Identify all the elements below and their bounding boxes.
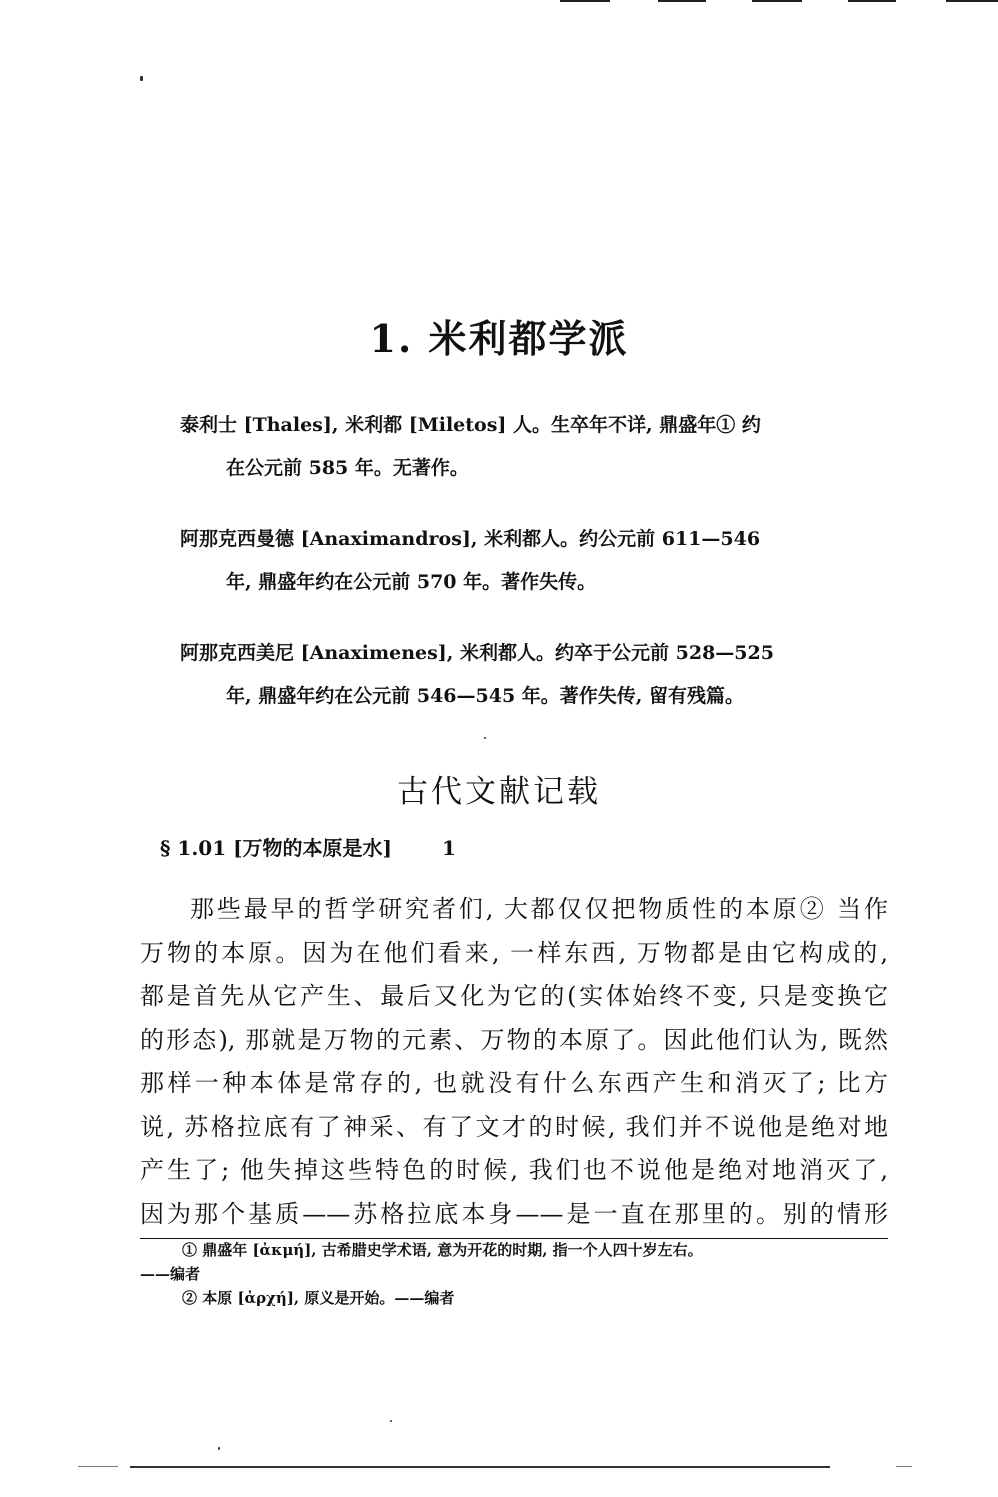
top-scan-mark [560,0,610,2]
footnotes [140,1238,900,1310]
body-line: 那样一种本体是常存的, 也就没有什么东西产生和消灭了; 比方 [140,1069,888,1097]
bio-thales [180,404,845,490]
body-line: 产生了; 他失掉这些特色的时候, 我们也不说他是绝对地消灭了, [140,1156,888,1184]
section-label-text: § 1.01 [万物的本原是水] [160,836,393,860]
bio-line: 年, 鼎盛年约在公元前 570 年。著作失传。 [226,571,597,593]
section-label [160,832,456,861]
body-line: 因为那个基质——苏格拉底本身——是一直在那里的。别的情形 [140,1199,888,1228]
bottom-scan-mark [78,1466,118,1467]
bio-line: 泰利士 [Thales], 米利都 [Miletos] 人。生卒年不详, 鼎盛年① 约 [180,414,761,436]
top-scan-mark [752,0,802,2]
body-line: 万物的本原。因为在他们看来, 一样东西, 万物都是由它构成的, [140,938,888,967]
footnote-2: ② 本原 [ἀρχή], 原义是开始。——编者 [182,1289,455,1307]
bio-anaximenes [180,632,845,718]
scan-speck [218,1447,220,1450]
bio-line: 阿那克西美尼 [Anaximenes], 米利都人。约卒于公元前 528—525 [180,642,774,664]
body-line: 说, 苏格拉底有了神采、有了文才的时候, 我们并不说他是绝对地 [140,1112,888,1141]
footnote-1-cont: ——编者 [140,1265,201,1283]
bio-line: 阿那克西曼德 [Anaximandros], 米利都人。约公元前 611—546 [180,528,761,550]
body-line: 的形态), 那就是万物的元素、万物的本原了。因此他们认为, 既然 [140,1025,888,1054]
section-heading: 古代文献记载 [397,774,601,810]
footnote-1: ① 鼎盛年 [ἀκμή], 古希腊史学术语, 意为开花的时期, 指一个人四十岁左右。 [182,1241,703,1259]
body-line: 那些最早的哲学研究者们, 大都仅仅把物质性的本原② 当作 [190,895,888,923]
scan-speck [390,1420,392,1422]
bottom-scan-mark [896,1466,912,1467]
bio-line: 在公元前 585 年。无著作。 [226,457,469,479]
body-paragraph [140,888,888,1236]
scan-speck [484,737,486,739]
top-scan-mark [946,0,998,2]
top-scan-mark [658,0,706,2]
top-scan-mark [848,0,896,2]
bio-anaximandros [180,518,845,604]
body-line: 都是首先从它产生、最后又化为它的(实体始终不变, 只是变换它 [140,982,888,1010]
scan-speck [140,76,143,81]
bio-line: 年, 鼎盛年约在公元前 546—545 年。著作失传, 留有残篇。 [226,685,745,707]
chapter-title: 1. 米利都学派 [369,316,629,361]
source-number: 1 [442,836,456,860]
bottom-scan-mark [130,1466,830,1468]
